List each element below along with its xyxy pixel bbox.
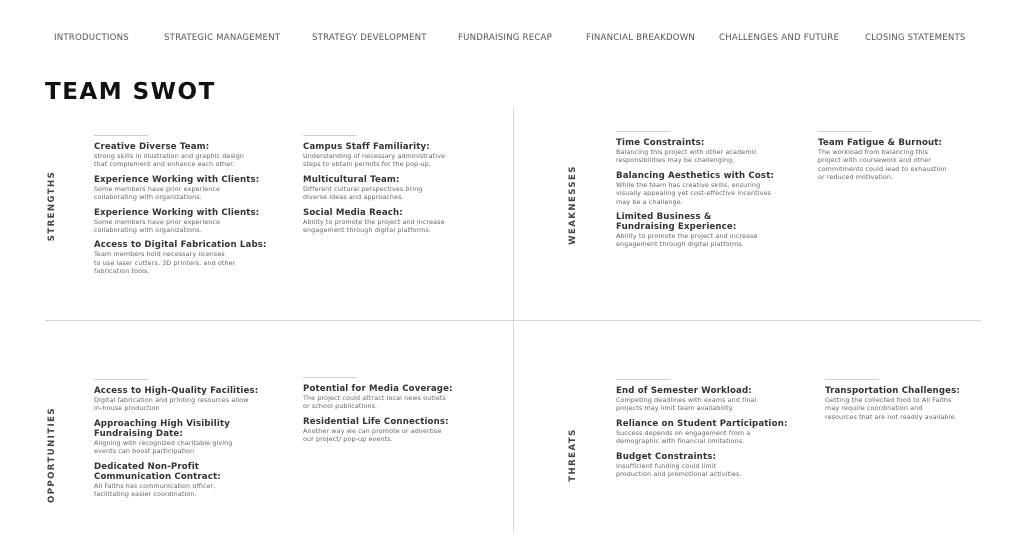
item-title: Multicultural Team: — [303, 174, 400, 185]
weakness-item — [616, 138, 812, 165]
item-description: Some members have prior experience collaborating with organizations. — [94, 184, 221, 202]
opportunities-label: OPPORTUNITIES — [47, 407, 57, 503]
opportunities-column-1 — [94, 379, 294, 504]
item-description: strong skills in illustration and graphic design that complement and enhance each other. — [94, 152, 245, 169]
item-title: Dedicated Non-Profit Communication Contract: — [94, 461, 221, 482]
item-title: Experience Working with Clients: — [94, 207, 260, 218]
item-description: Digital fabrication and printing resources allow in-house production — [94, 396, 249, 413]
item-description: Understanding of necessary administrative steps to obtain permits for the pop-up. — [303, 152, 446, 169]
strength-item — [94, 175, 294, 202]
section-rule — [303, 135, 357, 136]
item-title: Approaching High Visibility Fundraising Date: — [94, 418, 230, 439]
threat-item — [616, 419, 812, 446]
threat-item — [616, 452, 812, 479]
section-rule — [94, 135, 148, 136]
item-description: Insufficient funding could limit production and promotional activities. — [616, 461, 742, 479]
section-rule — [818, 131, 872, 132]
item-title: Balancing Aesthetics with Cost: — [616, 170, 775, 181]
threat-item — [825, 386, 995, 421]
item-description: Team members hold necessary licenses to use laser cutters, 3D printers, and other fabrication tools. — [94, 250, 236, 276]
top-nav — [0, 33, 1024, 47]
quadrant-divider-horizontal — [45, 320, 981, 321]
strengths-column-2 — [303, 135, 503, 240]
opportunity-item — [94, 386, 294, 413]
strength-item — [94, 240, 294, 275]
threats-column-1 — [616, 379, 812, 484]
item-title: Campus Staff Familiarity: — [303, 142, 430, 152]
nav-strategic-management[interactable]: STRATEGIC MANAGEMENT — [164, 33, 281, 43]
nav-closing-statements[interactable]: CLOSING STATEMENTS — [865, 33, 966, 43]
item-description: All Faiths has communication officer, facilitating easier coordination. — [94, 481, 216, 499]
item-description: Some members have prior experience collaborating with organizations. — [94, 217, 221, 235]
item-title: Budget Constraints: — [616, 451, 717, 462]
strength-item — [94, 142, 294, 169]
item-title: Experience Working with Clients: — [94, 174, 260, 185]
item-title: Time Constraints: — [616, 138, 705, 148]
item-description: Aligning with recognized charitable giving events can boost participation — [94, 438, 233, 456]
item-description: While the team has creative skills, ensuring visually appealing yet cost-effective incentives may be a challenge. — [616, 180, 771, 206]
page-title: TEAM SWOT — [45, 79, 216, 105]
item-description: Different cultural perspectives bring diverse ideas and approaches. — [303, 184, 423, 202]
item-description: Balancing this project with other academic responsibilities may be challenging. — [616, 148, 758, 165]
item-description: Competing deadlines with exams and final projects may limit team availability. — [616, 396, 757, 413]
section-rule — [303, 377, 357, 378]
nav-financial-breakdown[interactable]: FINANCIAL BREAKDOWN — [586, 33, 696, 43]
item-title: Transportation Challenges: — [825, 386, 960, 396]
opportunity-item — [303, 384, 503, 411]
strength-item — [303, 175, 503, 202]
item-description: Getting the collected food to All Faiths may require coordination and resources that are not readily available. — [825, 396, 957, 421]
item-title: Reliance on Student Participation: — [616, 418, 788, 429]
opportunity-item — [94, 419, 294, 456]
item-title: Limited Business & Fundraising Experience: — [616, 212, 737, 233]
item-description: The project could attract local news outlets or school publications. — [303, 394, 446, 411]
section-rule — [825, 379, 879, 380]
nav-challenges-and-future[interactable]: CHALLENGES AND FUTURE — [719, 33, 840, 43]
item-title: Access to High-Quality Facilities: — [94, 386, 259, 396]
item-title: Team Fatigue & Burnout: — [818, 138, 943, 148]
item-title: Potential for Media Coverage: — [303, 384, 453, 394]
nav-strategy-development[interactable]: STRATEGY DEVELOPMENT — [312, 33, 427, 43]
weakness-item — [616, 171, 812, 206]
weaknesses-column-2 — [818, 131, 988, 188]
strengths-column-1 — [94, 135, 294, 282]
section-rule — [616, 379, 670, 380]
strength-item — [303, 142, 503, 169]
weaknesses-label: WEAKNESSES — [568, 165, 578, 245]
section-rule — [94, 379, 148, 380]
item-description: The workload from balancing this project with coursework and other commitments could lead to exhaustion or reduced motivation. — [818, 148, 947, 182]
opportunity-item — [94, 462, 294, 499]
item-description: Ability to promote the project and increase engagement through digital platforms. — [616, 232, 758, 249]
item-description: Ability to promote the project and increase engagement through digital platforms. — [303, 217, 445, 235]
nav-introductions[interactable]: INTRODUCTIONS — [54, 33, 129, 43]
opportunity-item — [303, 417, 503, 444]
nav-fundraising-recap[interactable]: FUNDRAISING RECAP — [458, 33, 552, 43]
threats-label: THREATS — [568, 428, 578, 482]
weaknesses-column-1 — [616, 131, 812, 255]
threat-item — [616, 386, 812, 413]
item-title: Social Media Reach: — [303, 207, 403, 218]
opportunities-column-2 — [303, 377, 503, 450]
item-title: End of Semester Workload: — [616, 386, 752, 396]
item-title: Creative Diverse Team: — [94, 142, 210, 152]
section-rule — [616, 131, 670, 132]
weakness-item — [818, 138, 988, 182]
item-description: Another way we can promote or advertise our project/ pop-up events. — [303, 426, 442, 444]
item-title: Residential Life Connections: — [303, 416, 449, 427]
weakness-item — [616, 212, 812, 249]
item-description: Success depends on engagement from a demographic with financial limitations. — [616, 428, 751, 446]
threats-column-2 — [825, 379, 995, 427]
item-title: Access to Digital Fabrication Labs: — [94, 240, 267, 251]
strength-item — [303, 208, 503, 235]
strength-item — [94, 208, 294, 235]
strengths-label: STRENGTHS — [47, 170, 57, 242]
